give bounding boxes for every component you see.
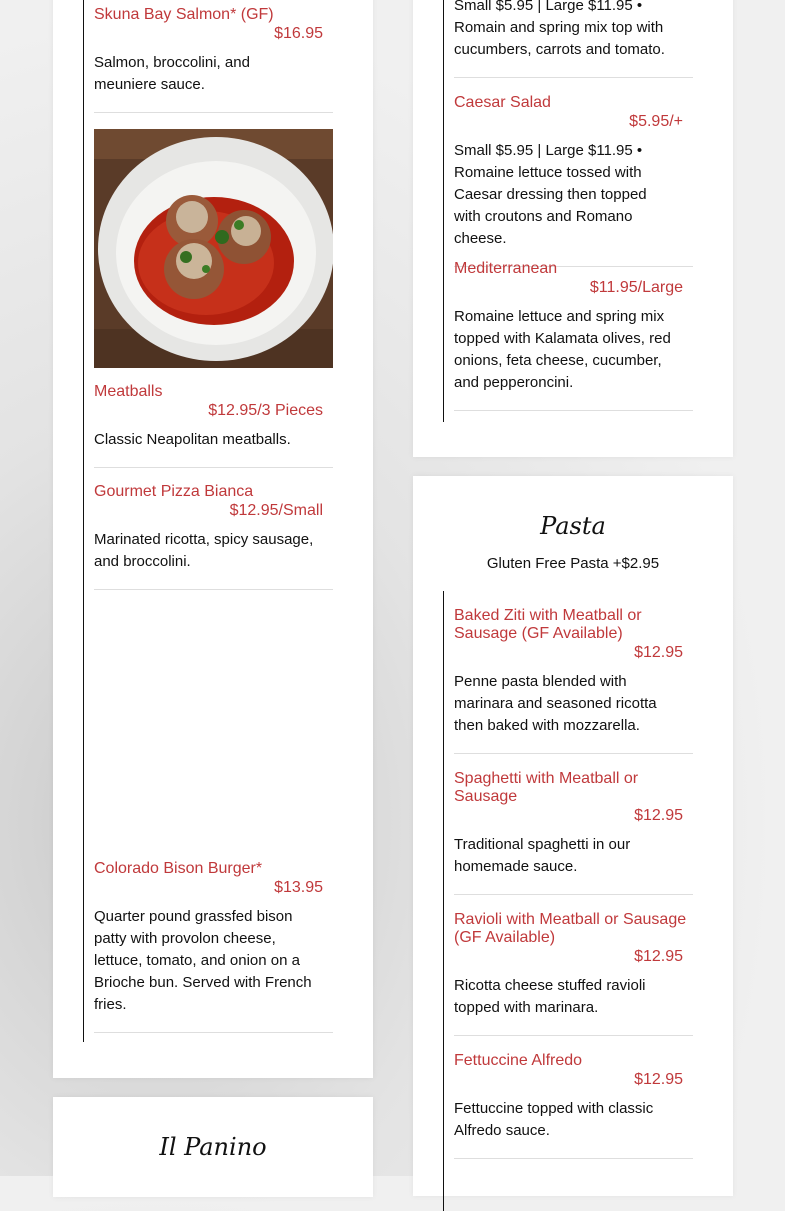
item-description: Ricotta cheese stuffed ravioli topped with marinara.: [454, 977, 646, 1016]
meatballs-photo: [94, 129, 333, 368]
menu-item-mediterranean: [454, 260, 693, 411]
item-description: Marinated ricotta, spicy sausage, and broccolini.: [94, 531, 314, 570]
item-separator: [454, 1158, 693, 1159]
item-title: Mediterranean: [454, 260, 558, 277]
item-price: $13.95: [274, 879, 323, 896]
menu-item-pizza: [94, 483, 333, 590]
item-price: $12.95: [634, 1071, 683, 1088]
item-separator: [94, 1032, 333, 1033]
item-description: Salmon, broccolini, and meuniere sauce.: [94, 54, 250, 93]
menu-item-fettuccine: [454, 1052, 693, 1159]
item-price: $12.95: [634, 948, 683, 965]
item-separator: [454, 410, 693, 411]
item-price: $12.95: [634, 644, 683, 661]
menu-card-salads: [413, 0, 733, 457]
item-separator: [454, 894, 693, 895]
item-price: $5.95/+: [629, 113, 683, 130]
section-title: Il Panino: [159, 1133, 267, 1161]
item-description: Quarter pound grassfed bison patty with provolon cheese, lettuce, tomato, and onion on a Brioche bun. Served with French fries.: [94, 908, 312, 1013]
divider-line: [443, 0, 444, 422]
item-title: Skuna Bay Salmon* (GF): [94, 6, 274, 23]
item-title: Spaghetti with Meatball or Sausage: [454, 770, 639, 805]
item-title: Gourmet Pizza Bianca: [94, 483, 254, 500]
menu-item-spaghetti: [454, 770, 693, 895]
menu-item-caesar-salad: [454, 94, 693, 267]
menu-item-baked-ziti: [454, 607, 693, 754]
item-price: $16.95: [274, 25, 323, 42]
item-price: $12.95/3 Pieces: [208, 402, 323, 419]
item-description: Small $5.95 | Large $11.95 • Romain and spring mix top with cucumbers, carrots and tomato.: [454, 0, 665, 58]
menu-item-salmon: [94, 6, 333, 113]
item-price: $12.95: [634, 807, 683, 824]
item-separator: [94, 112, 333, 113]
menu-card-left: [53, 0, 373, 1078]
item-separator: [94, 589, 333, 590]
section-title: Pasta: [540, 512, 606, 540]
divider-line: [83, 0, 84, 1042]
item-separator: [454, 77, 693, 78]
menu-item-burger: [94, 860, 333, 1033]
item-separator: [454, 753, 693, 754]
item-price: $11.95/Large: [589, 279, 683, 296]
menu-item-garden-salad: [454, 0, 693, 78]
item-title: Fettuccine Alfredo: [454, 1052, 583, 1069]
section-subtitle: Gluten Free Pasta +$2.95: [486, 555, 660, 572]
divider-line: [443, 591, 444, 1211]
item-separator: [454, 1035, 693, 1036]
item-description: Small $5.95 | Large $11.95 • Romaine lettuce tossed with Caesar dressing then topped with croutons and Romano cheese.: [454, 142, 647, 247]
item-description: Classic Neapolitan meatballs.: [94, 431, 291, 448]
menu-item-ravioli: [454, 911, 693, 1036]
item-separator: [94, 467, 333, 468]
item-title: Baked Ziti with Meatball or Sausage (GF Available): [454, 607, 642, 642]
item-title: Ravioli with Meatball or Sausage (GF Available): [454, 911, 687, 946]
menu-card-pasta: [413, 476, 733, 1196]
item-description: Fettuccine topped with classic Alfredo sauce.: [454, 1100, 654, 1139]
item-description: Penne pasta blended with marinara and seasoned ricotta then baked with mozzarella.: [454, 673, 657, 734]
item-description: Traditional spaghetti in our homemade sauce.: [454, 836, 631, 875]
menu-card-panino: [53, 1097, 373, 1197]
menu-item-meatballs: [94, 383, 333, 468]
item-title: Caesar Salad: [454, 94, 551, 111]
item-title: Colorado Bison Burger*: [94, 860, 263, 877]
item-title: Meatballs: [94, 383, 163, 400]
item-price: $12.95/Small: [229, 502, 323, 519]
item-description: Romaine lettuce and spring mix topped with Kalamata olives, red onions, feta cheese, cucumber, and pepperoncini.: [454, 308, 671, 391]
